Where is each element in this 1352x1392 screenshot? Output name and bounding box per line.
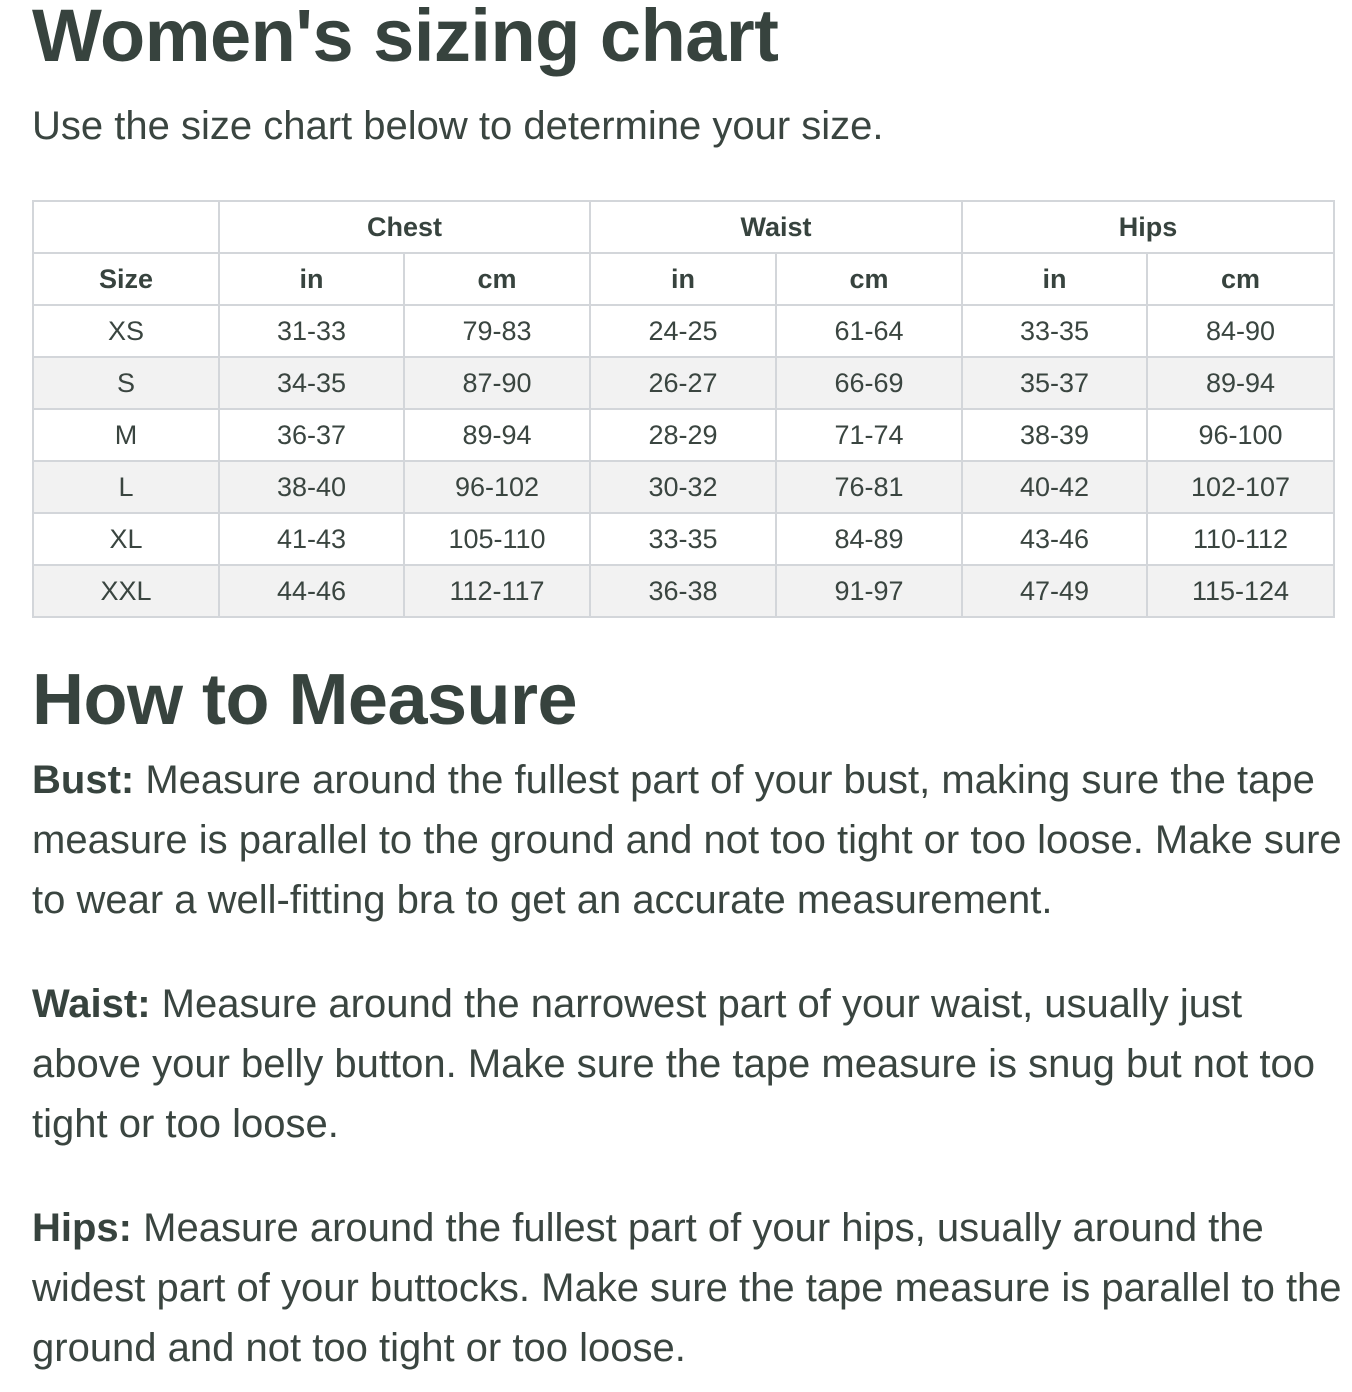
cell-size: S — [33, 357, 219, 409]
column-header-waist-cm: cm — [776, 253, 962, 305]
cell-hips-cm: 110-112 — [1147, 513, 1334, 565]
cell-waist-in: 24-25 — [590, 305, 776, 357]
cell-size: XXL — [33, 565, 219, 617]
cell-chest-in: 44-46 — [219, 565, 404, 617]
column-header-chest-cm: cm — [404, 253, 590, 305]
bust-label: Bust: — [32, 758, 135, 802]
column-header-row — [33, 253, 1334, 305]
waist-text: Measure around the narrowest part of your waist, usually just above your belly button. Make sure the tape measure is snug but not too tight or too loose. — [32, 982, 1316, 1146]
cell-waist-cm: 84-89 — [776, 513, 962, 565]
cell-waist-cm: 61-64 — [776, 305, 962, 357]
cell-hips-in: 33-35 — [962, 305, 1147, 357]
cell-hips-cm: 89-94 — [1147, 357, 1334, 409]
bust-instructions — [32, 750, 1342, 930]
group-header-row — [33, 201, 1334, 253]
cell-hips-in: 40-42 — [962, 461, 1147, 513]
hips-label: Hips: — [32, 1206, 132, 1250]
cell-hips-in: 43-46 — [962, 513, 1147, 565]
waist-label: Waist: — [32, 982, 151, 1026]
cell-hips-in: 35-37 — [962, 357, 1147, 409]
column-header-hips-in: in — [962, 253, 1147, 305]
cell-chest-in: 41-43 — [219, 513, 404, 565]
column-header-waist-in: in — [590, 253, 776, 305]
size-chart-table — [32, 200, 1335, 618]
cell-hips-in: 47-49 — [962, 565, 1147, 617]
cell-waist-in: 26-27 — [590, 357, 776, 409]
cell-chest-in: 31-33 — [219, 305, 404, 357]
cell-chest-cm: 79-83 — [404, 305, 590, 357]
cell-hips-cm: 96-100 — [1147, 409, 1334, 461]
cell-waist-in: 30-32 — [590, 461, 776, 513]
group-header-empty — [33, 201, 219, 253]
cell-hips-in: 38-39 — [962, 409, 1147, 461]
cell-size: XS — [33, 305, 219, 357]
table-row-xl — [33, 513, 1334, 565]
bust-text: Measure around the fullest part of your bust, making sure the tape measure is parallel to the ground and not too tight or too loose. Make sure to wear a well-fitting bra to get an accurate measurement. — [32, 758, 1342, 922]
column-header-hips-cm: cm — [1147, 253, 1334, 305]
cell-chest-in: 38-40 — [219, 461, 404, 513]
cell-size: L — [33, 461, 219, 513]
column-header-size: Size — [33, 253, 219, 305]
page-subtitle: Use the size chart below to determine your size. — [32, 104, 884, 148]
cell-waist-cm: 71-74 — [776, 409, 962, 461]
cell-chest-cm: 112-117 — [404, 565, 590, 617]
cell-chest-in: 36-37 — [219, 409, 404, 461]
cell-waist-cm: 66-69 — [776, 357, 962, 409]
table-row-s — [33, 357, 1334, 409]
table-row-xs — [33, 305, 1334, 357]
cell-waist-cm: 91-97 — [776, 565, 962, 617]
cell-waist-in: 33-35 — [590, 513, 776, 565]
cell-chest-cm: 105-110 — [404, 513, 590, 565]
table-row-l — [33, 461, 1334, 513]
cell-chest-cm: 89-94 — [404, 409, 590, 461]
group-header-waist: Waist — [590, 201, 962, 253]
how-to-measure-title: How to Measure — [32, 660, 578, 740]
cell-waist-in: 36-38 — [590, 565, 776, 617]
cell-hips-cm: 102-107 — [1147, 461, 1334, 513]
group-header-chest: Chest — [219, 201, 590, 253]
cell-size: M — [33, 409, 219, 461]
group-header-hips: Hips — [962, 201, 1334, 253]
table-row-xxl — [33, 565, 1334, 617]
cell-size: XL — [33, 513, 219, 565]
column-header-chest-in: in — [219, 253, 404, 305]
waist-instructions — [32, 974, 1342, 1154]
cell-hips-cm: 115-124 — [1147, 565, 1334, 617]
page-title: Women's sizing chart — [32, 0, 779, 77]
cell-chest-cm: 87-90 — [404, 357, 590, 409]
cell-waist-cm: 76-81 — [776, 461, 962, 513]
hips-text: Measure around the fullest part of your hips, usually around the widest part of your buttocks. Make sure the tape measure is parallel to the ground and not too tight or too loose. — [32, 1206, 1342, 1370]
cell-chest-in: 34-35 — [219, 357, 404, 409]
cell-waist-in: 28-29 — [590, 409, 776, 461]
hips-instructions — [32, 1198, 1342, 1378]
cell-chest-cm: 96-102 — [404, 461, 590, 513]
table-row-m — [33, 409, 1334, 461]
cell-hips-cm: 84-90 — [1147, 305, 1334, 357]
